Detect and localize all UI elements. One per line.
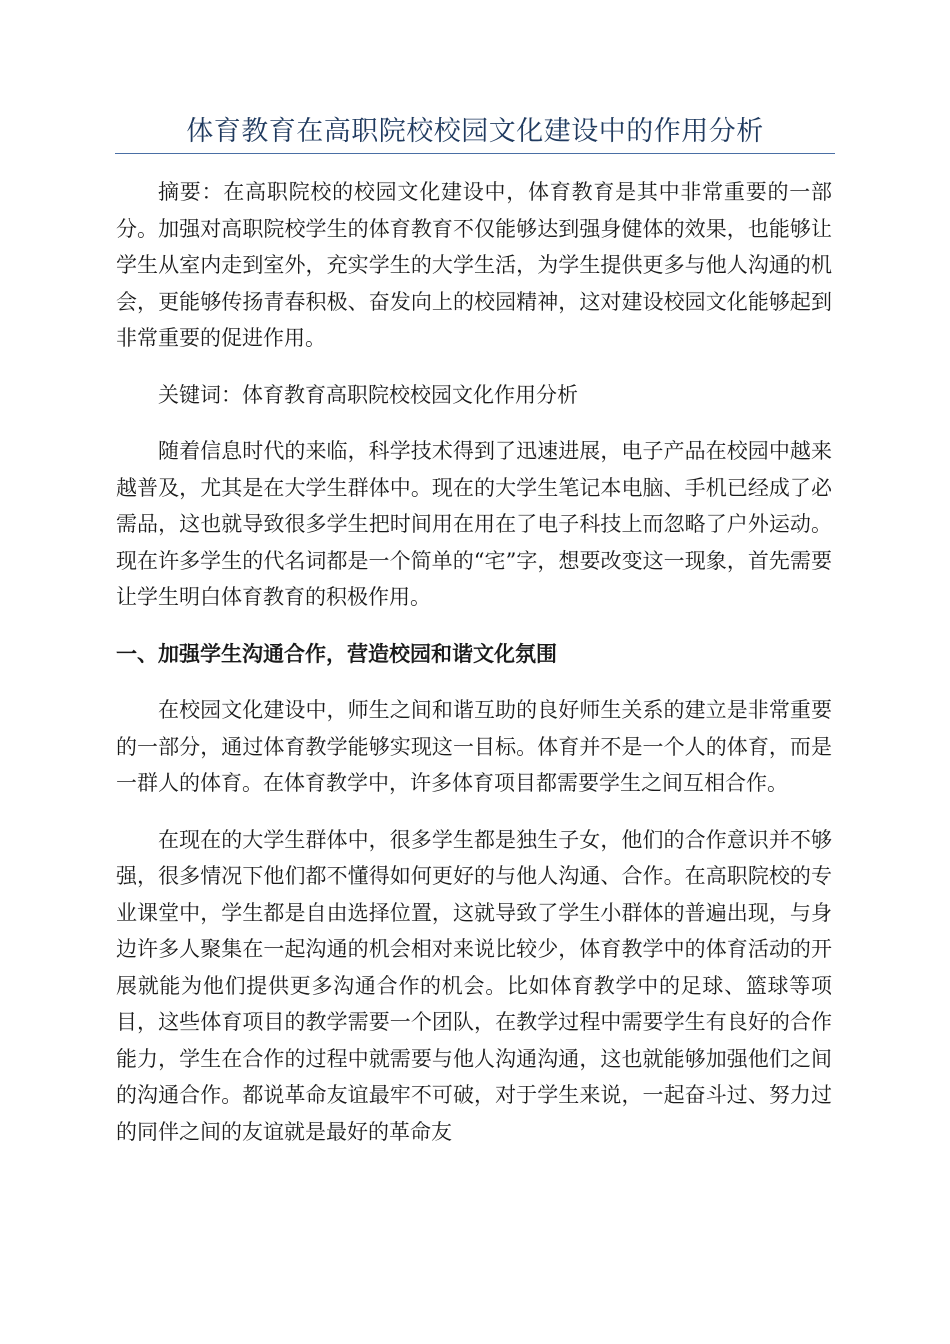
- abstract-paragraph: 摘要：在高职院校的校园文化建设中，体育教育是其中非常重要的一部分。加强对高职院校学生的体育教育不仅能够达到强身健体的效果，也能够让学生从室内走到室外，充实学生的大学生活，为学生提供更多与他人沟通的机会，更能够传扬青春积极、奋发向上的校园精神，这对建设校园文化能够起到非常重要的促进作用。: [116, 180, 832, 350]
- intro-paragraph: 随着信息时代的来临，科学技术得到了迅速进展，电子产品在校园中越来越普及，尤其是在大学生群体中。现在的大学生笔记本电脑、手机已经成了必需品，这也就导致很多学生把时间用在用在了电子科技上而忽略了户外运动。现在许多学生的代名词都是一个简单的“宅”字，想要改变这一现象，首先需要让学生明白体育教育的积极作用。: [116, 439, 832, 609]
- document-body: [116, 174, 832, 1150]
- title-underline: [115, 153, 835, 154]
- body-paragraph: 在校园文化建设中，师生之间和谐互助的良好师生关系的建立是非常重要的一部分，通过体育教学能够实现这一目标。体育并不是一个人的体育，而是一群人的体育。在体育教学中，许多体育项目都需要学生之间互相合作。: [116, 698, 832, 795]
- document-title: 体育教育在高职院校校园文化建设中的作用分析: [186, 116, 764, 147]
- keywords-paragraph: 关键词：体育教育高职院校校园文化作用分析: [158, 382, 578, 407]
- body-paragraph: 在现在的大学生群体中，很多学生都是独生子女，他们的合作意识并不够强，很多情况下他们都不懂得如何更好的与他人沟通、合作。在高职院校的专业课堂中，学生都是自由选择位置，这就导致了学生小群体的普遍出现，与身边许多人聚集在一起沟通的机会相对来说比较少，体育教学中的体育活动的开展就能为他们提供更多沟通合作的机会。比如体育教学中的足球、篮球等项目，这些体育项目的教学需要一个团队，在教学过程中需要学生有良好的合作能力，学生在合作的过程中就需要与他人沟通沟通，这也就能够加强他们之间的沟通合作。都说革命友谊最牢不可破，对于学生来说，一起奋斗过、努力过的同伴之间的友谊就是最好的革命友: [116, 827, 832, 1144]
- section-heading: 一、加强学生沟通合作，营造校园和谐文化氛围: [116, 641, 557, 666]
